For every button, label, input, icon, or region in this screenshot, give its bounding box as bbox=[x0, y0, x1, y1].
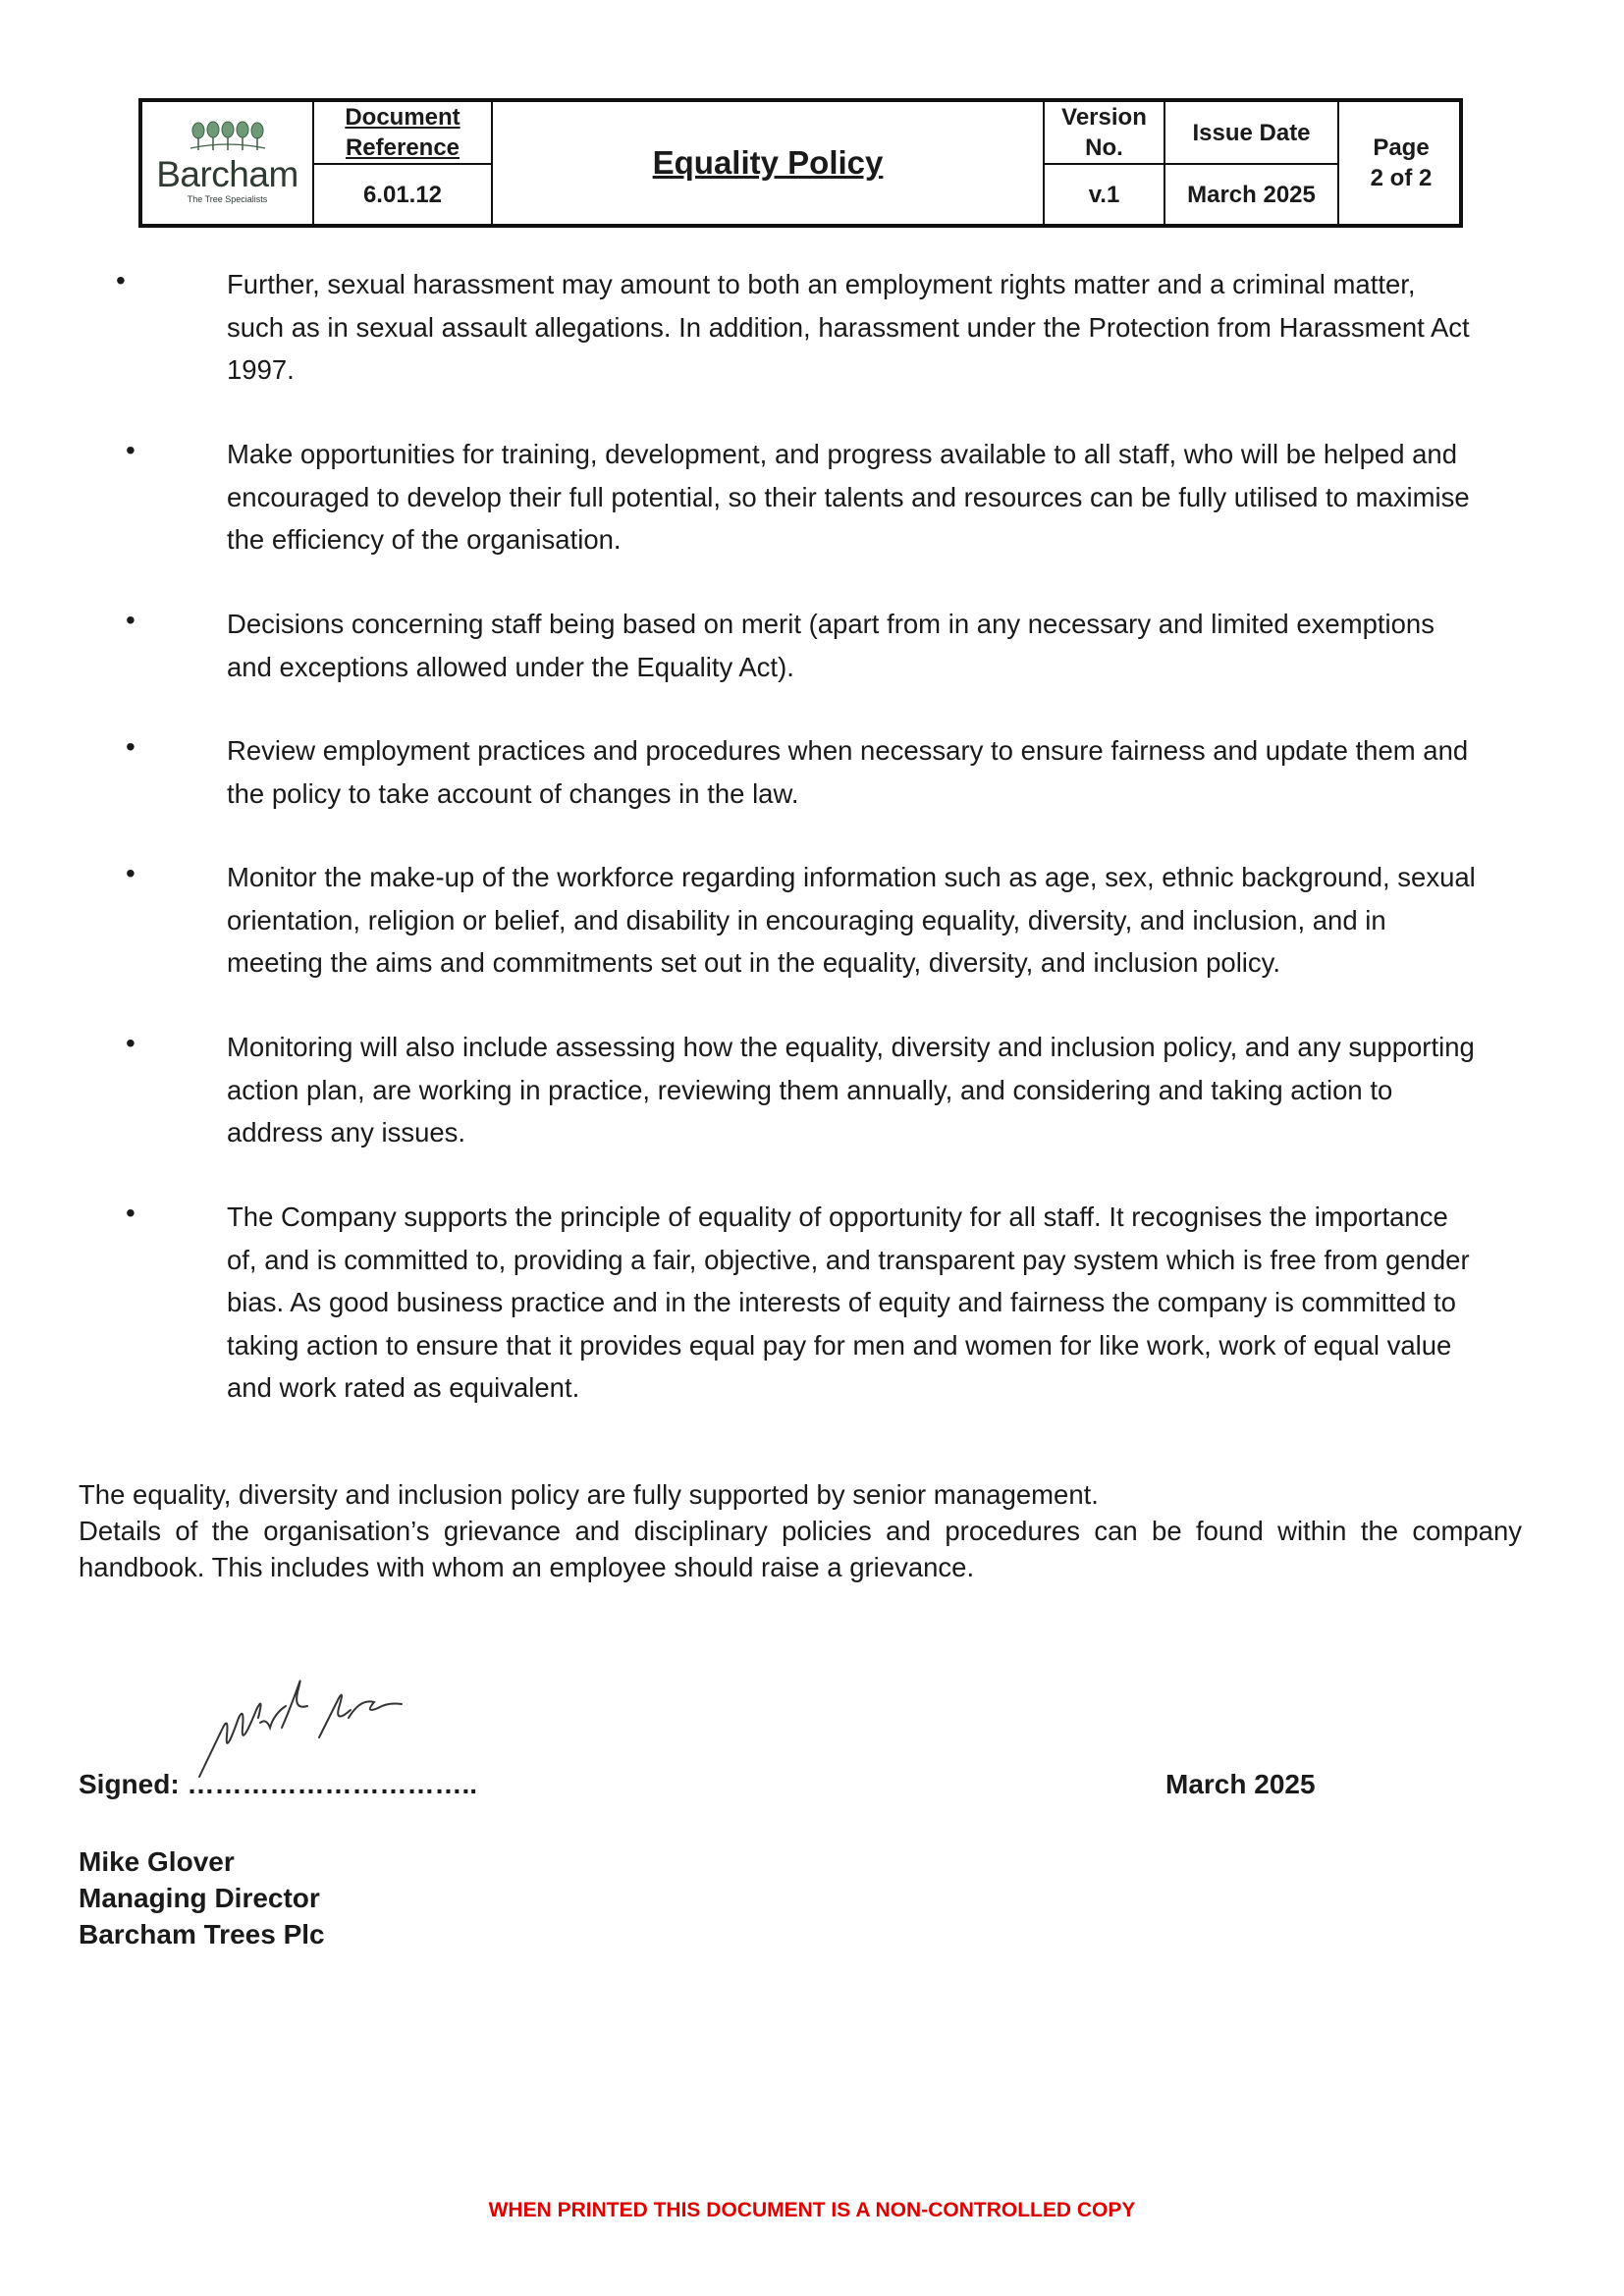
signer-block bbox=[79, 1843, 325, 1952]
bullet-text-line: bias. As good business practice and in the interests of equity and fairness the company is committed to bbox=[227, 1287, 1456, 1317]
document-header-table bbox=[138, 98, 1463, 228]
tree-logo-icon bbox=[189, 121, 267, 154]
bullet-marker: • bbox=[126, 605, 135, 635]
bullet-marker: • bbox=[126, 731, 135, 762]
bullet-text-line: 1997. bbox=[227, 354, 295, 385]
bullet-text-line: Review employment practices and procedures when necessary to ensure fairness and update them and bbox=[227, 735, 1469, 766]
bullet-text-line: The Company supports the principle of equality of opportunity for all staff. It recognises the importance bbox=[227, 1201, 1448, 1232]
page-number: Page 2 of 2 bbox=[1370, 133, 1433, 191]
bullet-text-line: Further, sexual harassment may amount to both an employment rights matter and a criminal matter, bbox=[227, 269, 1416, 299]
bullet-text-line: meeting the aims and commitments set out in the equality, diversity, and inclusion policy. bbox=[227, 947, 1281, 978]
bullet-text-line: address any issues. bbox=[227, 1117, 466, 1148]
body-line: The equality, diversity and inclusion policy are fully supported by senior management. bbox=[79, 1479, 1099, 1510]
document-title: Equality Policy bbox=[493, 102, 1045, 224]
logo-wordmark: Barcham bbox=[156, 153, 298, 194]
bullet-marker: • bbox=[126, 435, 135, 465]
bullet-text-line: and exceptions allowed under the Equality Act). bbox=[227, 651, 794, 682]
bullet-text-line: Decisions concerning staff being based on merit (apart from in any necessary and limited exemptions bbox=[227, 609, 1435, 639]
version-label: Version No. bbox=[1045, 102, 1165, 163]
bullet-text-line: such as in sexual assault allegations. In addition, harassment under the Protection from Harassment Act bbox=[227, 311, 1470, 343]
bullet-marker: • bbox=[126, 858, 135, 888]
signature-date: March 2025 bbox=[1165, 1769, 1316, 1799]
bullet-text-line: encouraged to develop their full potential, so their talents and resources can be fully utilised to maximise bbox=[227, 481, 1470, 512]
bullet-marker: • bbox=[126, 1028, 135, 1058]
bullet-text-line: Monitoring will also include assessing how the equality, diversity and inclusion policy, and any supporting bbox=[227, 1032, 1475, 1062]
issue-date-label: Issue Date bbox=[1165, 102, 1339, 163]
footer-warning: WHEN PRINTED THIS DOCUMENT IS A NON-CONTROLLED COPY bbox=[488, 2199, 1136, 2221]
bullet-text-line: orientation, religion or belief, and disability in encouraging equality, diversity, and inclusion, and in bbox=[227, 904, 1386, 935]
bullet-text-line: action plan, are working in practice, reviewing them annually, and considering and taking action to bbox=[227, 1074, 1393, 1105]
company-logo bbox=[142, 102, 314, 224]
signer-role: Managing Director bbox=[79, 1883, 320, 1913]
issue-date-value: March 2025 bbox=[1165, 163, 1339, 224]
signer-company: Barcham Trees Plc bbox=[79, 1919, 325, 1949]
bullet-text-line: taking action to ensure that it provides equal pay for men and women for like work, work of equal value bbox=[227, 1329, 1452, 1361]
body-line: handbook. This includes with whom an employee should raise a grievance. bbox=[79, 1552, 975, 1582]
bullet-text-line: the efficiency of the organisation. bbox=[227, 524, 622, 555]
signed-line: Signed: ………………………….. bbox=[79, 1769, 477, 1799]
signer-name: Mike Glover bbox=[79, 1846, 235, 1877]
handwritten-signature bbox=[191, 1659, 427, 1787]
closing-paragraph bbox=[79, 1476, 1522, 1585]
bullet-text-line: of, and is committed to, providing a fair, objective, and transparent pay system which is free from gender bbox=[227, 1244, 1470, 1275]
doc-reference-label: Document Reference bbox=[314, 102, 493, 163]
bullet-text-line: Monitor the make-up of the workforce regarding information such as age, sex, ethnic background, sexual bbox=[227, 862, 1476, 892]
bullet-text-line: Make opportunities for training, development, and progress available to all staff, who will be helped and bbox=[227, 439, 1458, 469]
doc-reference-value: 6.01.12 bbox=[314, 163, 493, 224]
bullet-marker: • bbox=[126, 1198, 135, 1228]
bullet-text-line: the policy to take account of changes in the law. bbox=[227, 777, 799, 809]
body-line: Details of the organisation’s grievance and disciplinary policies and procedures can be found within the company bbox=[79, 1516, 1522, 1546]
logo-tagline: The Tree Specialists bbox=[187, 193, 268, 204]
version-value: v.1 bbox=[1045, 163, 1165, 224]
bullet-marker: • bbox=[116, 265, 126, 295]
bullet-text-line: and work rated as equivalent. bbox=[227, 1372, 580, 1403]
